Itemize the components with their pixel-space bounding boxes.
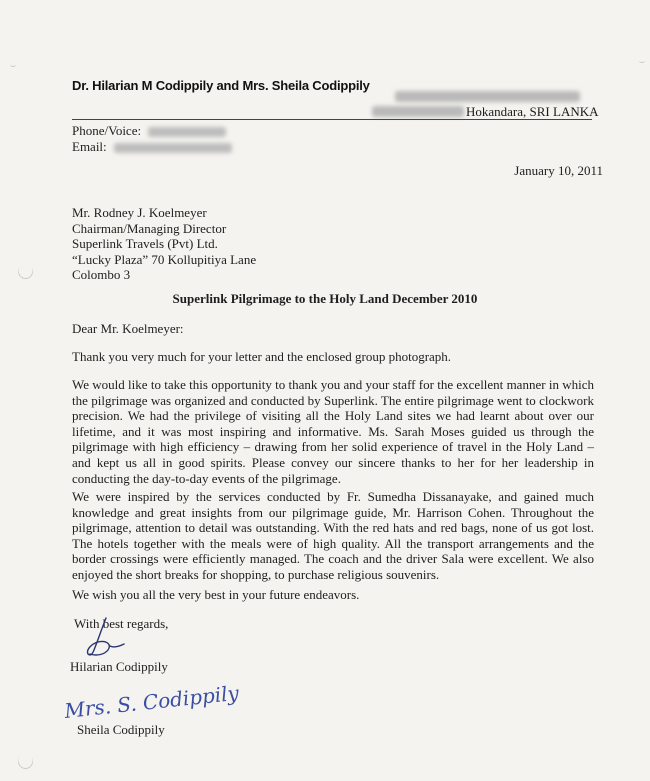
phone-label: Phone/Voice: (72, 123, 142, 138)
redacted-address-line (395, 91, 580, 102)
phone-row (72, 123, 226, 139)
signatory-name-2: Sheila Codippily (77, 722, 165, 737)
redacted-address-line (372, 106, 464, 117)
redacted-email (114, 143, 232, 153)
recipient-title: Chairman/Managing Director (72, 220, 227, 236)
recipient-city: Colombo 3 (72, 267, 131, 283)
letter-date: January 10, 2011 (514, 163, 603, 178)
recipient-address (72, 205, 256, 283)
letterhead-rule (72, 119, 592, 120)
punch-hole-mark (15, 751, 36, 772)
signature-hilarian (82, 616, 127, 658)
closing: With best regards, (74, 616, 169, 631)
paper-mark (639, 58, 645, 63)
signatory-name-1: Hilarian Codippily (70, 659, 168, 674)
body-paragraph: We were inspired by the services conducted by Fr. Sumedha Dissanayake, and gained much knowledge and great insights from our pilgrimage guide, Mr. Harrison Cohen. Throughout the pilgrimage, attention to detail was outstanding. With the red hats and red bags, none of us got lost. The hotels together with the meals were of high quality. All the transport arrangements and the border crossings were efficiently managed. The coach and the driver Sala were excellent. We also enjoyed the short breaks for shopping, to purchase religious souvenirs. (72, 489, 594, 582)
email-label: Email: (72, 139, 107, 154)
body-paragraph: Thank you very much for your letter and the enclosed group photograph. (72, 349, 452, 364)
body-paragraph: We wish you all the very best in your future endeavors. (72, 587, 360, 602)
paper-mark (10, 62, 16, 67)
salutation: Dear Mr. Koelmeyer: (72, 321, 184, 336)
recipient-street: “Lucky Plaza” 70 Kollupitiya Lane (72, 251, 257, 267)
recipient-name: Mr. Rodney J. Koelmeyer (72, 205, 207, 220)
address-city: Hokandara, SRI LANKA (466, 104, 599, 119)
signature-sheila (60, 679, 240, 723)
sender-name: Dr. Hilarian M Codippily and Mrs. Sheila Codippily (72, 78, 370, 93)
email-row (72, 139, 232, 155)
recipient-company: Superlink Travels (Pvt) Ltd. (72, 236, 218, 252)
redacted-phone (148, 127, 226, 137)
letter-subject: Superlink Pilgrimage to the Holy Land December 2010 (172, 291, 478, 306)
punch-hole-mark (15, 261, 36, 282)
body-paragraph: We would like to take this opportunity to thank you and your staff for the excellent manner in which the pilgrimage was organized and conducted by Superlink. The entire pilgrimage went to clockwork precision. We had the privilege of visiting all the Holy Land sites we had learnt about over our lifetime, and it was most inspiring and informative. Ms. Sarah Moses guided us through the pilgrimage with high efficiency – drawing from her solid experience of travel in the Holy Land – and kept us all in good spirits. Please convey our sincere thanks to her for her leadership in conducting the day-to-day events of the pilgrimage. (72, 377, 594, 486)
svg-text:Mrs. S. Codippily: Mrs. S. Codippily (63, 680, 240, 723)
